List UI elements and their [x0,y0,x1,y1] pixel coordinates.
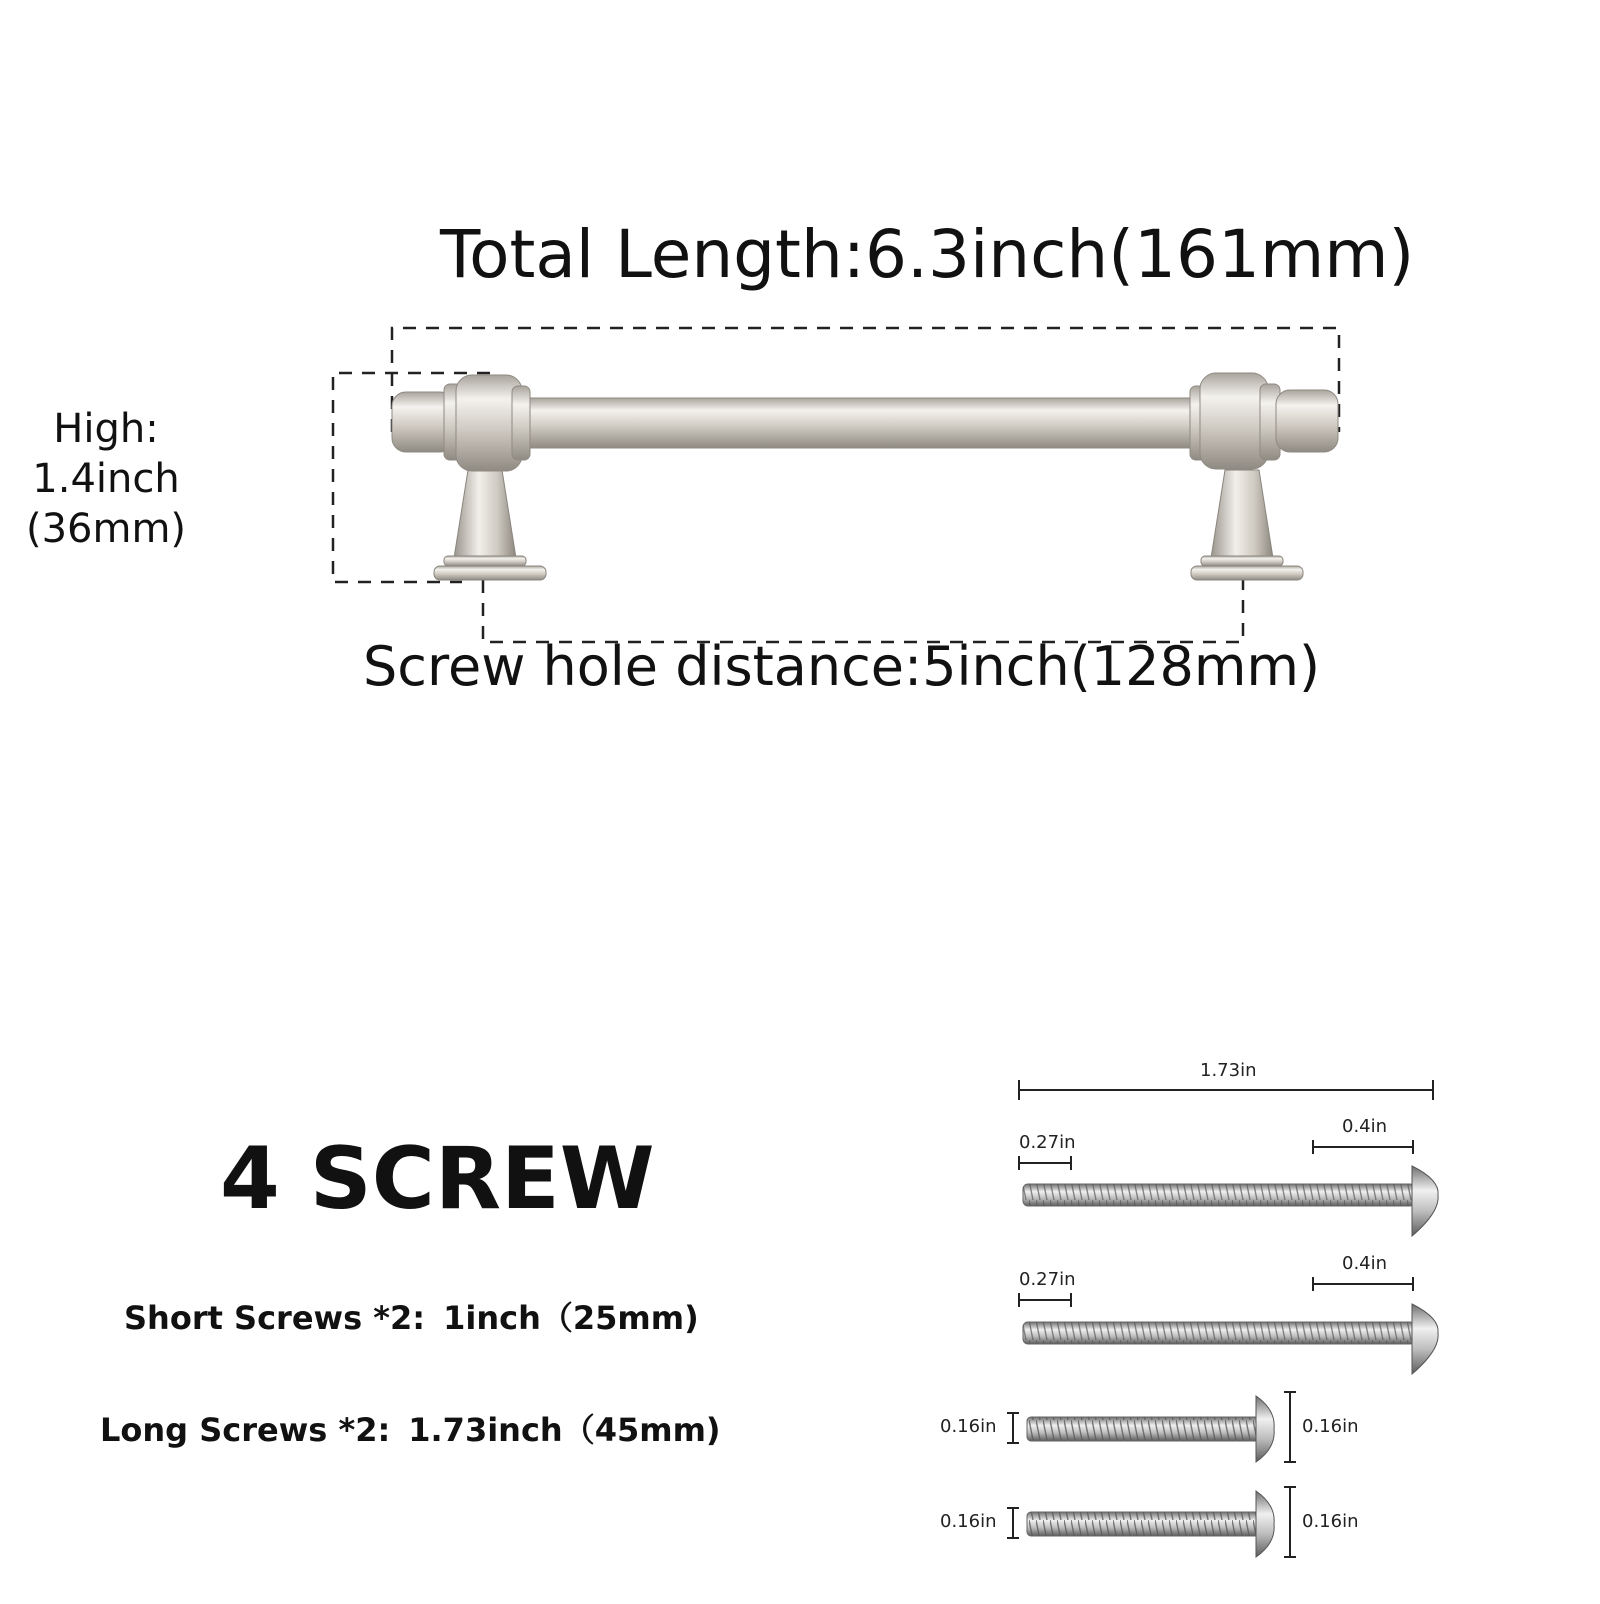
long-screw-1 [1023,1166,1438,1236]
total-length-label: Total Length:6.3inch(161mm) [440,216,1415,293]
long-screw-head-label: 0.4in [1342,1253,1388,1274]
short-screw-1 [1027,1396,1274,1462]
long-screw-tip-label: 0.27in [1019,1269,1076,1290]
screw-hole-dimension-frame [483,580,1243,642]
height-label [12,404,200,554]
screw-hole-distance-label: Screw hole distance:5inch(128mm) [363,635,1321,698]
short-screw-diameter-label: 0.16in [940,1416,997,1437]
short-screws-spec [124,1299,699,1337]
long-screw-2 [1023,1304,1438,1374]
long-screws-size: 1.73inch（45mm) [408,1411,721,1449]
screw-overall-length-label: 1.73in [1200,1060,1257,1081]
long-screw-head-label: 0.4in [1342,1116,1388,1137]
short-screw-2 [1027,1491,1274,1557]
height-label-line: High: [53,406,159,452]
long-screw-tip-label: 0.27in [1019,1132,1076,1153]
short-screws-size: 1inch（25mm) [443,1299,699,1337]
short-screw-head-label: 0.16in [1302,1416,1359,1437]
height-label-line: 1.4inch [32,456,180,502]
height-label-line: (36mm) [25,506,187,552]
short-screws-name: Short Screws *2: [124,1299,426,1337]
short-screw-head-label: 0.16in [1302,1511,1359,1532]
long-screws-spec [100,1411,721,1449]
short-screw-diameter-label: 0.16in [940,1511,997,1532]
screw-count-title: 4 SCREW [220,1129,655,1229]
cabinet-handle-illustration [392,373,1338,580]
long-screws-name: Long Screws *2: [100,1411,391,1449]
